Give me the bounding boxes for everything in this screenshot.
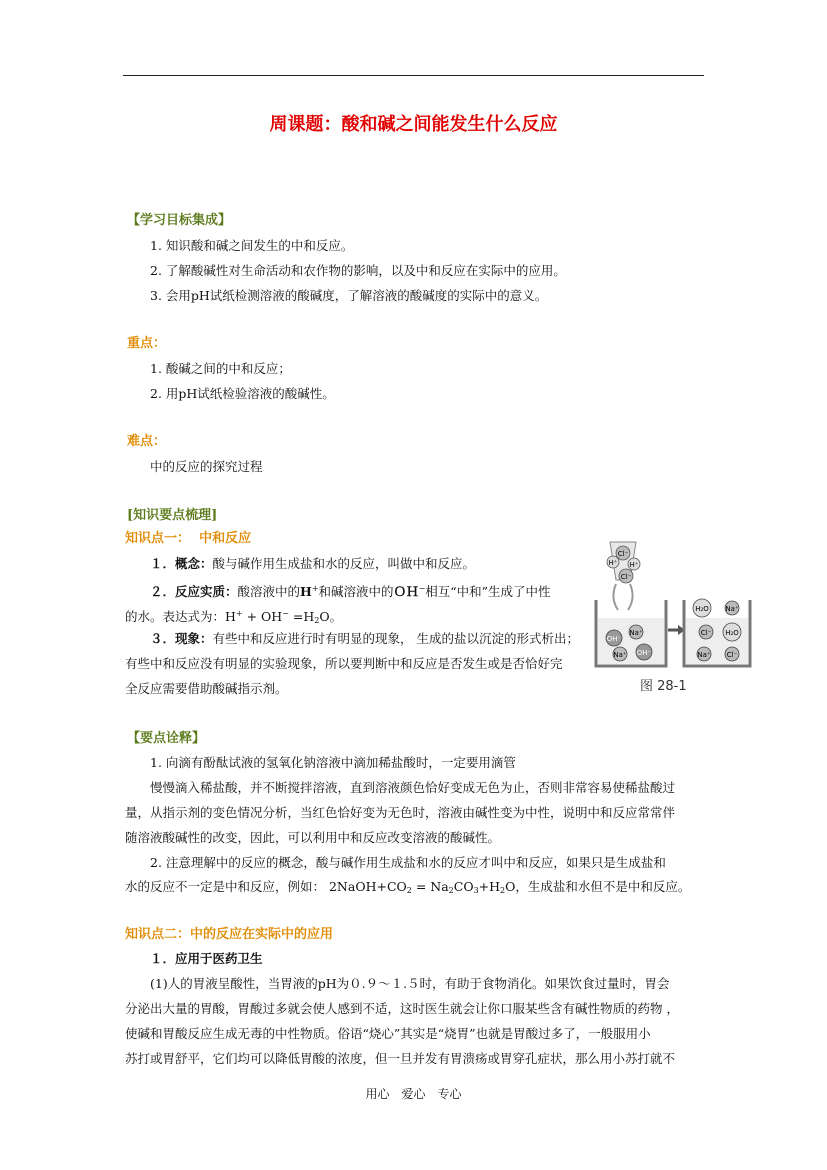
eq-h2-sub: 2 [500, 886, 506, 895]
concept-label: １．概念： [150, 556, 213, 571]
eq-co3-sub: 3 [473, 886, 479, 895]
goal-item-2: 2. 了解酸碱性对生命活动和农作物的影响，以及中和反应在实际中的应用。 [150, 263, 566, 278]
ion-cl-2-label: Cl⁻ [620, 573, 632, 581]
ion-h2o-2-label: H₂O [725, 629, 739, 637]
essence-line [150, 581, 551, 600]
key-heading: 重点： [127, 336, 167, 351]
ion-na-3-label: Na⁺ [725, 605, 739, 613]
eq-a: 水的反应不一定是中和反应，例如： 2NaOH+CO [125, 879, 407, 894]
ion-na-1-label: Na⁺ [629, 629, 643, 637]
explain-p1-line-2: 慢慢滴入稀盐酸，并不断搅拌溶液，直到溶液颜色恰好变成无色为止，否则非常容易使稀盐酸过 [150, 780, 676, 795]
essence-line-2 [125, 606, 342, 629]
kp2-line-3: 使碱和胃酸反应生成无毒的中性物质。俗语“烧心”其实是“烧胃”也就是胃酸过多了，一般服用小 [125, 1026, 651, 1041]
eq-e: O，生成盐和水但不是中和反应。 [505, 879, 691, 894]
figure-28-1 [590, 538, 753, 698]
phenom-line-2: 有些中和反应没有明显的实验现象，所以要判断中和反应是否发生或是否恰好完 [125, 656, 563, 671]
kp1-heading [125, 531, 251, 547]
goal-item-3: 3. 会用pH试纸检测溶液的酸碱度，了解溶液的酸碱度的实际中的意义。 [150, 288, 548, 303]
figure-caption: 图 28-1 [640, 679, 687, 694]
header-rule [123, 75, 704, 76]
difficult-text: 中的反应的探究过程 [150, 459, 263, 474]
ion-cl-4-label: Cl⁻ [726, 651, 738, 659]
goal-item-1: 1. 知识酸和碱之间发生的中和反应。 [150, 238, 354, 253]
expr-b: + OH [242, 609, 283, 624]
neutralization-diagram [590, 538, 753, 698]
page-footer: 用心 爱心 专心 [365, 1087, 462, 1101]
key-item-1: 1. 酸碱之间的中和反应； [150, 361, 291, 376]
kp2-line-1: (1)人的胃液呈酸性，当胃液的pH为０.９～１.５时，有助于食物消化。如果饮食过量时，胃会 [150, 976, 670, 991]
essence-label: ２．反应实质： [150, 584, 238, 599]
goals-heading: 【学习目标集成】 [127, 213, 232, 228]
eq-na2-sub: 2 [448, 886, 454, 895]
essence-h: H [300, 584, 312, 599]
essence-text-c: 相互“中和”生成了中性 [425, 584, 551, 599]
ion-h-1-label: H⁺ [608, 559, 618, 567]
ion-h-2-label: H⁺ [629, 561, 639, 569]
essence-text-a: 酸溶液中的 [237, 584, 301, 599]
ion-na-4-label: Na⁺ [697, 651, 711, 659]
phenom-label: ３．现象： [150, 631, 213, 646]
eq-b: = Na [411, 879, 449, 894]
difficult-heading: 难点： [127, 434, 167, 449]
expr-d: O。 [319, 609, 343, 624]
ion-na-2-label: Na⁺ [613, 651, 627, 659]
kp2-subheading: １．应用于医药卫生 [150, 951, 263, 966]
explain-p2-line-2 [125, 879, 690, 899]
kp2-heading: 知识点二：中的反应在实际中的应用 [125, 927, 334, 942]
essence-text-b: 和碱溶液中的 [318, 584, 394, 599]
explain-heading: 【要点诠释】 [127, 731, 206, 746]
eq-c: CO [453, 879, 474, 894]
expr-c: =H [288, 609, 315, 624]
ion-cl-3-label: Cl⁻ [700, 629, 712, 637]
ion-oh-1-label: OH⁻ [606, 635, 622, 643]
explain-p1-line-3: 量，从指示剂的变色情况分析，当红色恰好变为无色时，溶液由碱性变为中性，说明中和反应常常伴 [125, 805, 676, 820]
kp2-line-2: 分泌出大量的胃酸，胃酸过多就会使人感到不适，这时医生就会让你口服某些含有碱性物质的药物 ， [125, 1001, 679, 1016]
expr-a: 的水。表达式为：H [125, 609, 236, 624]
expr-oh-charge: − [282, 609, 289, 618]
phenom-line-1 [150, 631, 579, 647]
review-heading: [知识要点梳理] [127, 508, 218, 523]
ion-h2o-1-label: H₂O [695, 605, 709, 613]
ion-cl-1-label: Cl⁻ [617, 550, 629, 558]
kp1-title: 中和反应 [199, 531, 252, 546]
page-title: 周课题：酸和碱之间能发生什么反应 [269, 114, 558, 135]
explain-p1-line-4: 随溶液酸碱性的改变，因此，可以利用中和反应改变溶液的酸碱性。 [125, 830, 501, 845]
kp2-line-4: 苏打或胃舒平，它们均可以降低胃酸的浓度，但一旦并发有胃溃疡或胃穿孔症状，那么用小苏打就不 [125, 1051, 676, 1066]
concept-line [150, 556, 475, 572]
expr-h2-sub: 2 [314, 616, 320, 625]
kp1-label: 知识点一： [125, 531, 191, 546]
concept-text: 酸与碱作用生成盐和水的反应，叫做中和反应。 [212, 556, 476, 571]
essence-oh-charge: − [418, 584, 426, 593]
essence-h-charge: + [311, 584, 319, 593]
phenom-text-1: 有些中和反应进行时有明显的现象， 生成的盐以沉淀的形式析出； [212, 631, 579, 646]
ion-oh-2-label: OH⁻ [636, 649, 652, 657]
explain-p2-line-1: 2. 注意理解中的反应的概念，酸与碱作用生成盐和水的反应才叫中和反应，如果只是生成盐和 [150, 855, 666, 870]
explain-p1-line-1: 1. 向滴有酚酞试液的氢氧化钠溶液中滴加稀盐酸时，一定要用滴管 [150, 755, 516, 770]
key-item-2: 2. 用pH试纸检验溶液的酸碱性。 [150, 386, 335, 401]
expr-h-charge: + [235, 609, 243, 618]
essence-oh: ＯＨ [393, 584, 419, 599]
eq-d: +H [478, 879, 501, 894]
eq-co2-sub: 2 [406, 886, 412, 895]
phenom-line-3: 全反应需要借助酸碱指示剂。 [125, 681, 288, 696]
